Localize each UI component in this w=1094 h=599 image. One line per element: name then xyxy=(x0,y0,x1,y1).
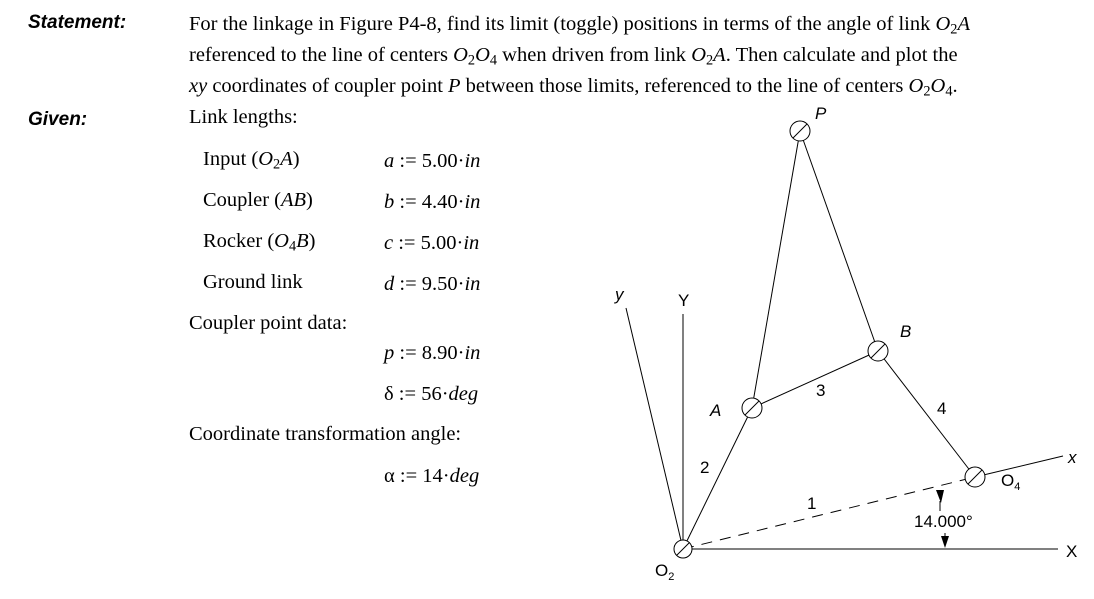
coupler-line-AP xyxy=(752,131,800,408)
statement-line-3-text-a: coordinates of coupler point xyxy=(207,75,449,97)
coupler-p-dot: · xyxy=(457,342,465,364)
statement-line-1-link-sub: 2 xyxy=(950,21,958,38)
link-input-sub: 2 xyxy=(273,156,281,173)
statement-line-3-xy: xy xyxy=(189,75,208,97)
link-input-var: a xyxy=(384,150,395,172)
link-rocker-assign: := xyxy=(398,232,416,254)
given-label: Given: xyxy=(28,109,88,130)
statement-line-1-text: For the linkage in Figure P4-8, find its limit (toggle) positions in terms of the angle of link xyxy=(189,13,936,35)
link-rocker-close: ) xyxy=(308,230,316,252)
axis-x-label: x xyxy=(1068,448,1077,467)
link-ground-dot: · xyxy=(457,273,465,295)
label-B: B xyxy=(900,322,912,341)
link-rocker-tail: B xyxy=(296,230,309,252)
link-rocker-sub: 4 xyxy=(288,238,297,255)
statement-line-3-o4-sub: 4 xyxy=(945,83,953,100)
coupler-delta-unit: deg xyxy=(448,383,479,405)
link-input-sym: O xyxy=(258,148,274,170)
statement-line-2-o4-sub: 4 xyxy=(489,52,498,69)
link-rocker-value: 5.00 xyxy=(420,232,457,254)
coupler-p-unit: in xyxy=(464,342,481,364)
link-ground-assign: := xyxy=(399,273,417,295)
coupler-line-PB xyxy=(800,131,878,351)
link-4-number: 4 xyxy=(937,399,947,418)
transform-alpha-assign: := xyxy=(399,465,418,487)
coupler-delta-value: 56 xyxy=(421,383,442,405)
label-O4-main: O xyxy=(1001,471,1015,490)
link-input-tail: A xyxy=(280,148,293,170)
statement-line-3-p: P xyxy=(448,75,461,97)
statement-line-2-text-a: referenced to the line of centers xyxy=(189,44,454,66)
link-ground-value: 9.50 xyxy=(421,273,458,295)
y-axis-line xyxy=(626,308,683,549)
link-input-dot: · xyxy=(457,150,465,172)
statement-line-2-text-b: when driven from link xyxy=(497,44,692,66)
statement-line-1-link-symbol: O xyxy=(935,13,951,35)
link-ground-unit: in xyxy=(464,273,481,295)
coupler-p-assign: := xyxy=(399,342,417,364)
x-axis-line xyxy=(975,456,1063,477)
link-coupler-close: ) xyxy=(306,189,313,211)
link-coupler-dot: · xyxy=(457,191,465,213)
link-input-name: Input ( xyxy=(203,148,259,170)
statement-line-3-o2-sub: 2 xyxy=(923,83,931,100)
link-input-unit: in xyxy=(464,150,481,172)
link-rocker-sym: O xyxy=(274,230,289,252)
coupler-p-value: 8.90 xyxy=(421,342,458,364)
statement-line-2-text-c: . Then calculate and plot the xyxy=(725,44,958,66)
statement-line-2-o2-sub: 2 xyxy=(467,52,476,69)
link-2-line xyxy=(683,408,752,549)
link-rocker-unit: in xyxy=(463,232,480,254)
label-O2-sub: 2 xyxy=(668,571,675,583)
link-3-number: 3 xyxy=(816,381,826,400)
link-coupler-var: b xyxy=(384,191,395,213)
link-rocker-dot: · xyxy=(456,232,464,254)
link-3-line xyxy=(752,351,878,408)
coupler-delta-assign: := xyxy=(398,383,417,405)
angle-arrow-lower-icon xyxy=(941,536,949,548)
statement-line-2-link-sub: 2 xyxy=(706,52,714,69)
link-input-assign: := xyxy=(399,150,417,172)
transform-alpha-value: 14 xyxy=(422,465,443,487)
link-lengths-heading: Link lengths: xyxy=(189,106,298,128)
link-input-value: 5.00 xyxy=(421,150,458,172)
statement-line-2-o4: O xyxy=(475,44,490,66)
axis-y-label: y xyxy=(615,285,624,304)
link-coupler-name: Coupler ( xyxy=(203,189,281,211)
label-O2 xyxy=(655,561,674,583)
transform-alpha-unit: deg xyxy=(449,465,480,487)
statement-line-2-o2: O xyxy=(453,44,468,66)
statement-line-3-end: . xyxy=(952,75,958,97)
link-input-close: ) xyxy=(292,148,300,170)
transform-alpha-dot: · xyxy=(442,465,450,487)
statement-label: Statement: xyxy=(28,12,127,33)
link-coupler-unit: in xyxy=(464,191,481,213)
link-coupler-sym: AB xyxy=(281,189,307,211)
label-O4-sub: 4 xyxy=(1014,481,1021,493)
link-1-number: 1 xyxy=(807,494,817,513)
label-A: A xyxy=(710,401,722,420)
axis-X-label: X xyxy=(1066,542,1078,561)
coupler-p-var: p xyxy=(384,342,395,364)
link-4-line xyxy=(878,351,975,477)
statement-line-3-o4: O xyxy=(930,75,946,97)
link-coupler-assign: := xyxy=(399,191,417,213)
angle-label: 14.000° xyxy=(914,512,973,531)
statement-line-3-text-b: between those limits, referenced to the line of centers xyxy=(460,75,909,97)
link-rocker-name: Rocker ( xyxy=(203,230,275,252)
statement-line-2-link-symbol: O xyxy=(691,44,706,66)
coupler-heading: Coupler point data: xyxy=(189,312,348,334)
label-O4 xyxy=(1001,471,1020,493)
statement-line-2-link-end: A xyxy=(713,44,726,66)
statement-line-1-link-end: A xyxy=(957,13,970,35)
link-row-ground-name: Ground link xyxy=(203,271,303,293)
link-rocker-var: c xyxy=(384,232,394,254)
coupler-delta-dot: · xyxy=(441,383,449,405)
link-coupler-value: 4.40 xyxy=(421,191,458,213)
coupler-delta-var: δ xyxy=(384,383,394,405)
label-P: P xyxy=(815,104,827,123)
label-O2-main: O xyxy=(655,561,669,580)
link-ground-var: d xyxy=(384,273,395,295)
transform-heading: Coordinate transformation angle: xyxy=(189,423,462,445)
statement-line-3-o2: O xyxy=(908,75,924,97)
transform-alpha-var: α xyxy=(384,465,395,487)
axis-Y-label: Y xyxy=(678,291,690,310)
link-2-number: 2 xyxy=(700,458,710,477)
